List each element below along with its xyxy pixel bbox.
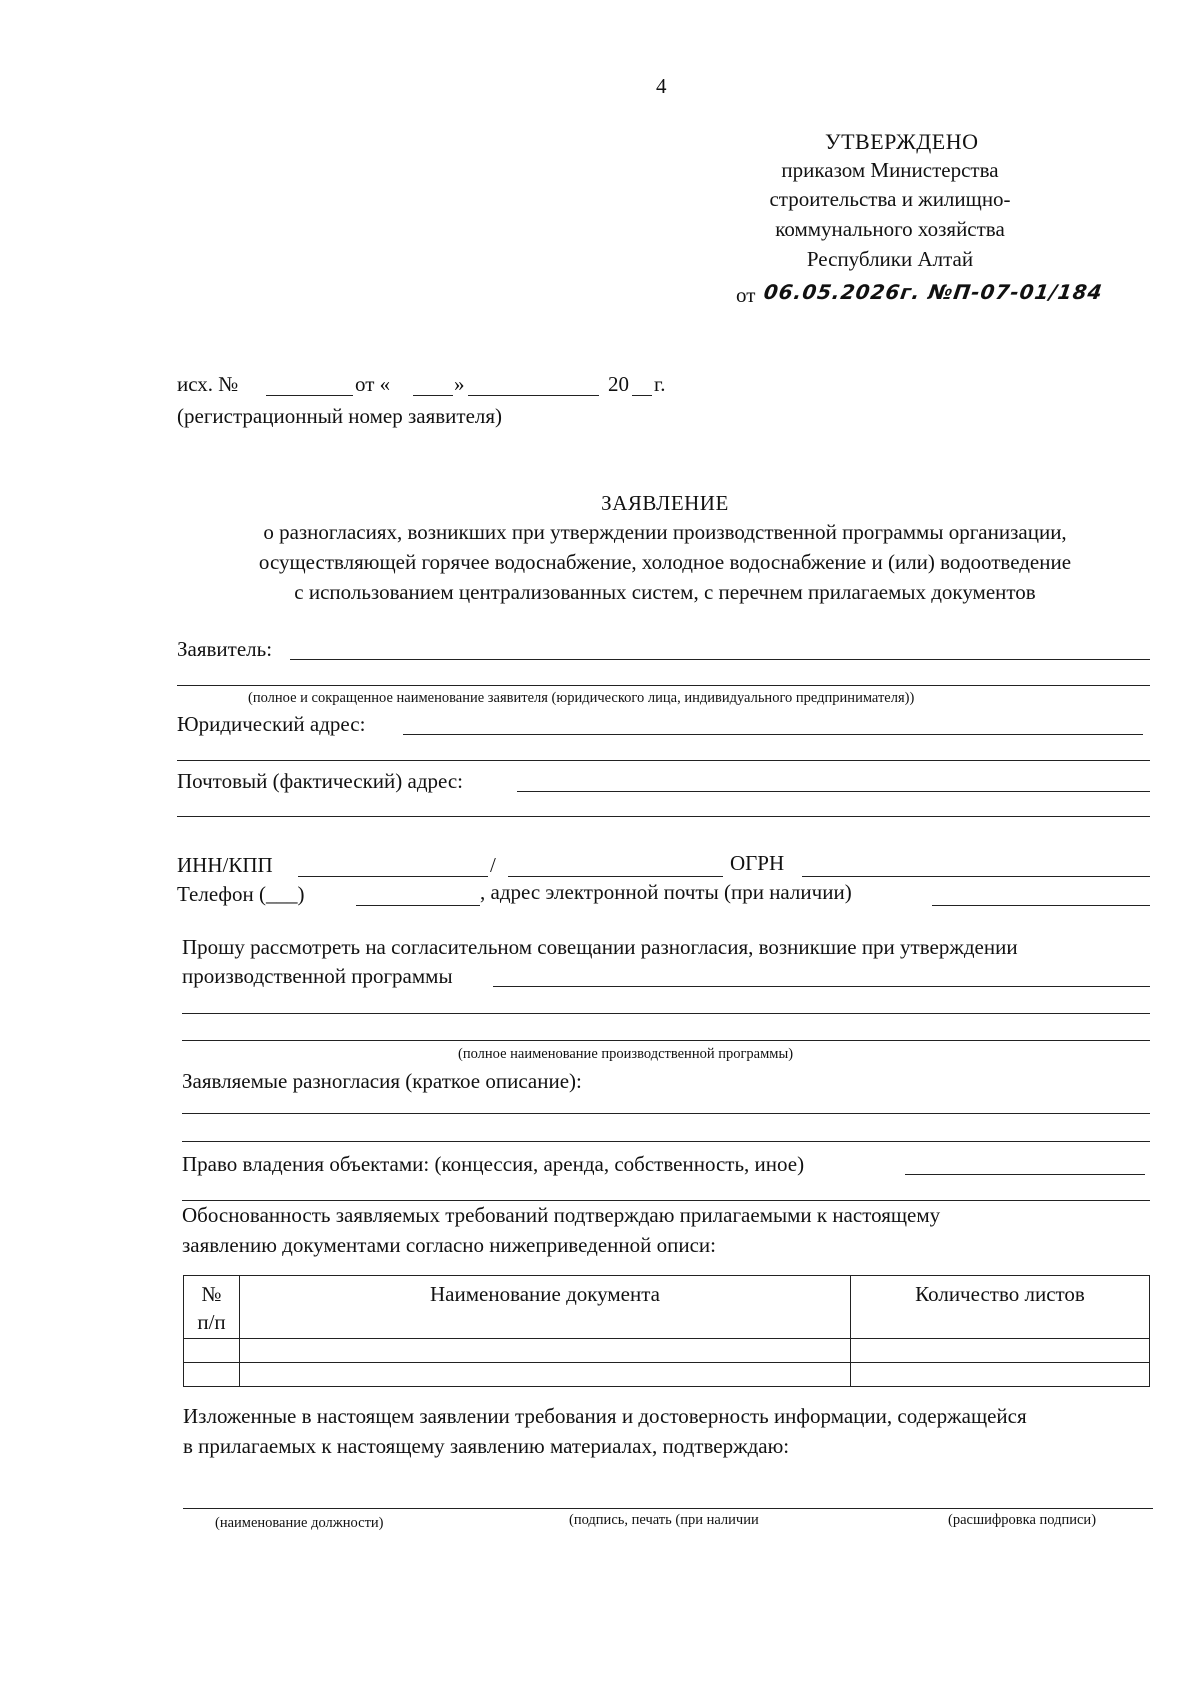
inn-kpp-label: ИНН/КПП — [177, 853, 273, 877]
reg-caption: (регистрационный номер заявителя) — [177, 404, 503, 428]
ownership-label: Право владения объектами: (концессия, аренда, собственность, иное) — [182, 1152, 805, 1176]
request-line-1: Прошу рассмотреть на согласительном совещании разногласия, возникшие при утверждении — [182, 935, 1018, 959]
confirmation-line-1: Изложенные в настоящем заявлении требования и достоверность информации, содержащейся — [183, 1404, 1027, 1428]
disagreements-field-1[interactable] — [182, 1113, 1150, 1114]
day-field[interactable] — [413, 395, 453, 396]
approval-title: УТВЕРЖДЕНО — [825, 129, 979, 154]
approval-line-1: приказом Министерства — [781, 158, 999, 182]
approval-line-4: Республики Алтай — [806, 247, 974, 271]
justification-line-2: заявлению документами согласно нижеприведенной описи: — [182, 1233, 716, 1257]
program-field-3[interactable] — [182, 1040, 1150, 1041]
legal-address-field-2[interactable] — [177, 760, 1150, 761]
email-label: , адрес электронной почты (при наличии) — [480, 880, 852, 904]
signature-caption: (подпись, печать (при наличии — [569, 1512, 759, 1528]
legal-address-field[interactable] — [403, 734, 1143, 735]
inn-field[interactable] — [298, 876, 488, 877]
inn-kpp-slash: / — [490, 853, 496, 877]
approval-from-prefix: от — [736, 283, 756, 307]
table-row — [184, 1339, 1150, 1363]
table-cell[interactable] — [184, 1339, 240, 1363]
ownership-field[interactable] — [905, 1174, 1145, 1175]
confirmation-line-2: в прилагаемых к настоящему заявлению материалах, подтверждаю: — [183, 1434, 790, 1458]
phone-field[interactable] — [356, 905, 480, 906]
month-field[interactable] — [468, 395, 599, 396]
ogrn-field[interactable] — [802, 876, 1150, 877]
date-from-label: от « — [355, 372, 391, 396]
statement-subtitle-1: о разногласиях, возникших при утверждении производственной программы организации, — [263, 520, 1067, 544]
position-caption: (наименование должности) — [215, 1515, 384, 1531]
decode-caption: (расшифровка подписи) — [948, 1512, 1097, 1528]
table-header-row — [184, 1276, 1150, 1339]
justification-line-1: Обоснованность заявляемых требований подтверждаю прилагаемыми к настоящему — [182, 1203, 941, 1227]
program-field-2[interactable] — [182, 1013, 1150, 1014]
applicant-field-2[interactable] — [177, 685, 1150, 686]
table-row — [184, 1363, 1150, 1387]
year-field[interactable] — [632, 395, 652, 396]
statement-subtitle-3: с использованием централизованных систем, с перечнем прилагаемых документов — [294, 580, 1036, 604]
program-field[interactable] — [493, 986, 1150, 987]
year-label: 20 — [608, 372, 629, 396]
email-field[interactable] — [932, 905, 1150, 906]
postal-address-field[interactable] — [517, 791, 1150, 792]
applicant-label: Заявитель: — [177, 637, 273, 661]
table-cell[interactable] — [851, 1339, 1150, 1363]
disagreements-label: Заявляемые разногласия (краткое описание): — [182, 1069, 582, 1093]
documents-table — [183, 1275, 1150, 1387]
disagreements-field-2[interactable] — [182, 1141, 1150, 1142]
ogrn-label: ОГРН — [730, 851, 785, 875]
quote-close: » — [454, 372, 465, 396]
approval-line-2: строительства и жилищно- — [769, 187, 1011, 211]
request-line-2: производственной программы — [182, 964, 453, 988]
col-no-header — [184, 1276, 240, 1339]
year-suffix: г. — [654, 372, 666, 396]
ownership-field-2[interactable] — [182, 1200, 1150, 1201]
col-no-label: № — [201, 1282, 222, 1306]
program-caption: (полное наименование производственной программы) — [458, 1046, 794, 1062]
col-sheets-header: Количество листов — [851, 1276, 1150, 1339]
statement-subtitle-2: осуществляющей горячее водоснабжение, холодное водоснабжение и (или) водоотведение — [258, 550, 1072, 574]
approval-line-3: коммунального хозяйства — [775, 217, 1005, 241]
postal-address-field-2[interactable] — [177, 816, 1150, 817]
table-cell[interactable] — [851, 1363, 1150, 1387]
handwritten-date-number: 06.05.2026г. №П-07-01/184 — [762, 280, 1105, 304]
table-cell[interactable] — [240, 1363, 851, 1387]
phone-label: Телефон (___) — [177, 882, 305, 906]
col-name-header: Наименование документа — [240, 1276, 851, 1339]
ref-no-field[interactable] — [266, 395, 353, 396]
signature-line[interactable] — [183, 1508, 1153, 1509]
legal-address-label: Юридический адрес: — [177, 712, 366, 736]
table-cell[interactable] — [184, 1363, 240, 1387]
ref-no-label: исх. № — [177, 372, 239, 396]
table-cell[interactable] — [240, 1339, 851, 1363]
col-no-sub-label: п/п — [197, 1310, 226, 1334]
applicant-caption: (полное и сокращенное наименование заявителя (юридического лица, индивидуального предпринимателя)) — [248, 690, 915, 706]
kpp-field[interactable] — [508, 876, 723, 877]
page-number: 4 — [656, 74, 667, 98]
statement-title: ЗАЯВЛЕНИЕ — [601, 491, 729, 515]
postal-address-label: Почтовый (фактический) адрес: — [177, 769, 464, 793]
applicant-field[interactable] — [290, 659, 1150, 660]
